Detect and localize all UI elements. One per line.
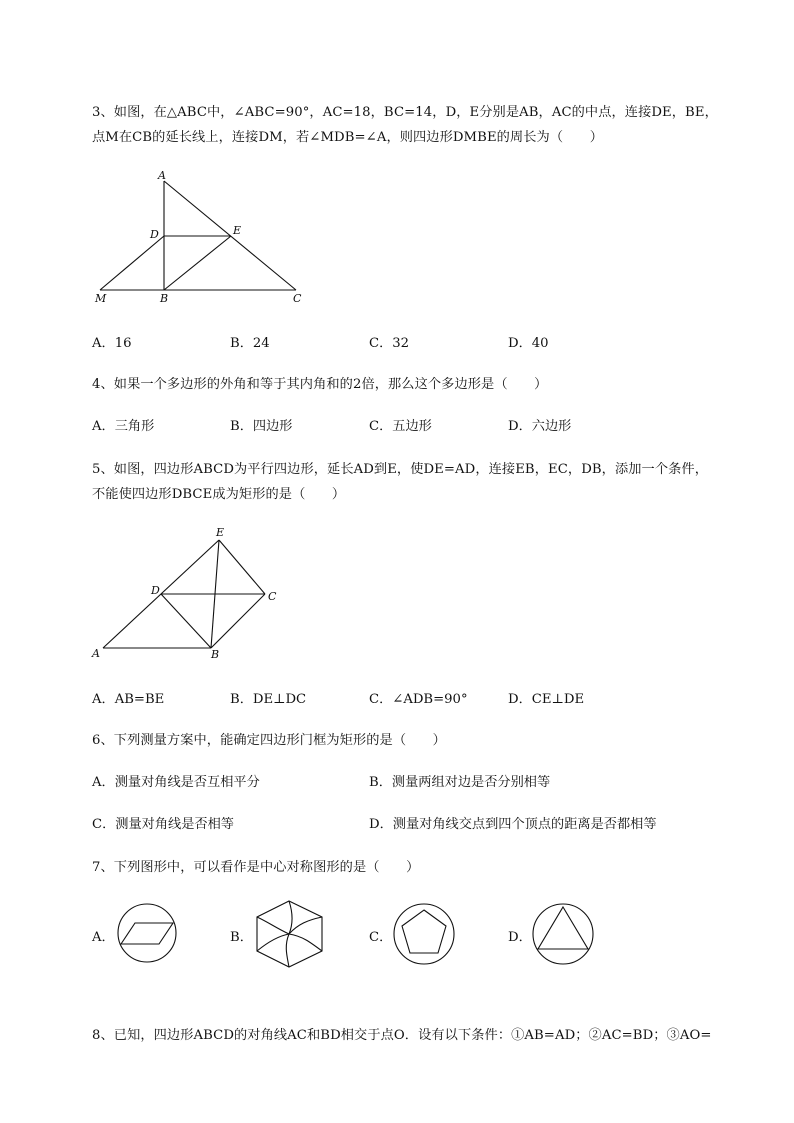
q6-option-c[interactable]: C．测量对角线是否相等 [92,817,234,832]
q7-d-circle [533,904,593,964]
q6-text-line1: 6、下列测量方案中，能确定四边形门框为矩形的是（ ） [92,733,446,748]
q7-b-petal-6 [289,901,292,934]
q5-label-b: B [211,648,220,661]
q7-option-c-label[interactable]: C． [369,930,393,945]
q7-c-circle [394,904,454,964]
q3-label-m: M [95,292,107,305]
q4-text-line1: 4、如果一个多边形的外角和等于其内角和的2倍，那么这个多边形是（ ） [92,377,548,392]
q3-label-b: B [160,292,169,305]
q6-option-b[interactable]: B．测量两组对边是否分别相等 [369,775,551,790]
q7-b-petal-5 [257,917,289,934]
q5-option-d[interactable]: D．CE⊥DE [508,692,585,707]
q3-option-a[interactable]: A．16 [92,336,132,351]
q3-label-a: A [158,169,166,182]
q7-option-d-label[interactable]: D． [508,930,532,945]
q7-c-pentagon [402,910,446,953]
q5-text-line1: 5、如图，四边形ABCD为平行四边形，延长AD到E，使DE=AD，连接EB，EC，DB，添加一个条件， [92,462,708,477]
q5-option-c[interactable]: C．∠ADB=90° [369,692,468,707]
q5-option-b[interactable]: B．DE⊥DC [230,692,307,707]
q7-text-line1: 7、下列图形中，可以看作是中心对称图形的是（ ） [92,860,420,875]
q4-option-b[interactable]: B．四边形 [230,419,293,434]
q7-b-petal-2 [289,934,322,951]
q3-option-d[interactable]: D．40 [508,336,549,351]
q7-option-a-figure[interactable] [115,903,187,965]
q7-option-d-figure[interactable] [532,903,596,967]
q3-label-d: D [150,228,159,241]
q8-text-line1: 8、已知，四边形ABCD的对角线AC和BD相交于点O．设有以下条件：①AB=AD；②AC=BD；③AO= [92,1028,712,1043]
q3-text-line1: 3、如图，在△ABC中，∠ABC=90°，AC=18，BC=14，D，E分别是AB，AC的中点，连接DE，BE， [92,105,718,120]
q3-option-b[interactable]: B．24 [230,336,270,351]
q7-b-petal-3 [286,934,289,967]
q7-option-a-label[interactable]: A． [92,930,115,945]
q7-option-c-figure[interactable] [393,903,457,967]
q3-label-e: E [233,224,242,237]
q5-label-c: C [268,590,277,603]
q7-option-b-label[interactable]: B． [230,930,253,945]
q7-option-b-figure[interactable] [254,898,330,970]
q3-label-c: C [293,292,302,305]
q4-option-a[interactable]: A．三角形 [92,419,155,434]
q5-label-e: E [216,526,225,539]
q6-option-a[interactable]: A．测量对角线是否互相平分 [92,775,260,790]
q5-text-line2: 不能使四边形DBCE成为矩形的是（ ） [92,487,346,502]
q7-b-petal-1 [289,917,322,934]
q4-option-d[interactable]: D．六边形 [508,419,572,434]
q5-option-a[interactable]: A．AB=BE [92,692,165,707]
q3-text-line2: 点M在CB的延长线上，连接DM，若∠MDB=∠A，则四边形DMBE的周长为（ ） [92,130,603,145]
q7-b-petal-4 [257,934,289,951]
q7-d-triangle [538,907,588,949]
q4-option-c[interactable]: C．五边形 [369,419,432,434]
q6-option-d[interactable]: D．测量对角线交点到四个顶点的距离是否都相等 [369,817,657,832]
q5-label-a: A [92,647,100,660]
q3-option-c[interactable]: C．32 [369,336,410,351]
q7-a-parallelogram [121,923,173,944]
q5-label-d: D [151,584,160,597]
q7-a-circle [118,904,176,962]
